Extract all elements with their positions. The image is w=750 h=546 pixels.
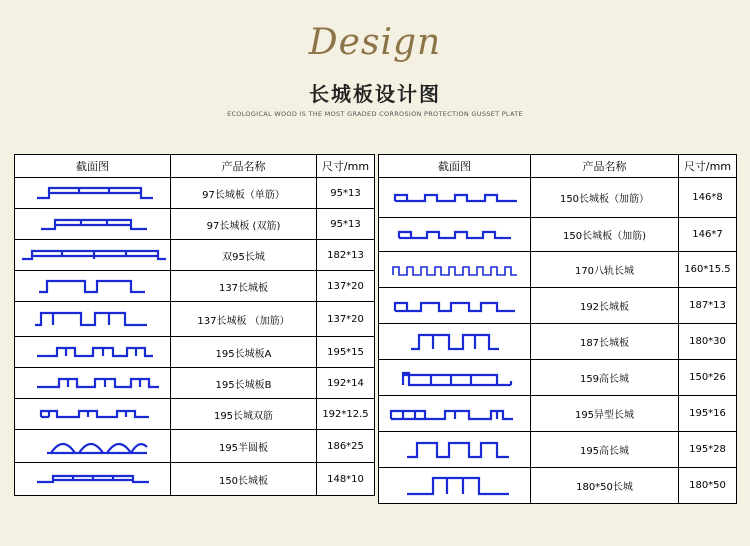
profile-double-95 xyxy=(15,240,171,271)
product-size: 195*16 xyxy=(679,396,737,432)
product-size: 148*10 xyxy=(317,463,375,496)
profile-159-high xyxy=(379,360,531,396)
table-row xyxy=(15,399,375,430)
profile-187 xyxy=(379,324,531,360)
product-name: 150长城板（加筋） xyxy=(531,178,679,218)
table-row xyxy=(379,324,737,360)
product-size: 195*15 xyxy=(317,337,375,368)
table-row xyxy=(15,178,375,209)
profile-180x50 xyxy=(379,468,531,504)
profile-195a xyxy=(15,337,171,368)
profile-195-arch xyxy=(15,430,171,463)
product-size: 187*13 xyxy=(679,288,737,324)
table-header-row xyxy=(15,155,375,178)
product-name: 195半圆板 xyxy=(171,430,317,463)
profile-192 xyxy=(379,288,531,324)
profile-195b xyxy=(15,368,171,399)
product-name: 195长城板A xyxy=(171,337,317,368)
table-row xyxy=(15,302,375,337)
product-size: 150*26 xyxy=(679,360,737,396)
table-row xyxy=(379,218,737,252)
table-row xyxy=(379,396,737,432)
table-row xyxy=(379,252,737,288)
product-name: 192长城板 xyxy=(531,288,679,324)
product-size: 160*15.5 xyxy=(679,252,737,288)
product-size: 146*7 xyxy=(679,218,737,252)
table-row xyxy=(15,271,375,302)
product-size: 137*20 xyxy=(317,271,375,302)
product-name: 159高长城 xyxy=(531,360,679,396)
product-size: 182*13 xyxy=(317,240,375,271)
table-row xyxy=(15,240,375,271)
profile-97-single xyxy=(15,178,171,209)
product-name: 195长城板B xyxy=(171,368,317,399)
product-name: 180*50长城 xyxy=(531,468,679,504)
left-spec-table xyxy=(14,154,375,496)
profile-150-ribbed-b xyxy=(379,218,531,252)
design-script-heading: Design xyxy=(308,22,442,63)
table-row xyxy=(379,288,737,324)
product-size: 95*13 xyxy=(317,178,375,209)
profile-170-rail xyxy=(379,252,531,288)
product-size: 137*20 xyxy=(317,302,375,337)
table-row xyxy=(15,337,375,368)
table-row xyxy=(379,360,737,396)
table-row xyxy=(15,463,375,496)
product-name: 97长城板（单筋） xyxy=(171,178,317,209)
product-size: 186*25 xyxy=(317,430,375,463)
profile-150 xyxy=(15,463,171,496)
product-name: 137长城板 （加筋） xyxy=(171,302,317,337)
product-size: 180*50 xyxy=(679,468,737,504)
product-name: 137长城板 xyxy=(171,271,317,302)
profile-195-special xyxy=(379,396,531,432)
product-size: 192*12.5 xyxy=(317,399,375,430)
header-section: 截面图 xyxy=(15,155,171,178)
product-name: 150长城板 xyxy=(171,463,317,496)
table-row xyxy=(15,430,375,463)
table-row xyxy=(379,468,737,504)
product-size: 146*8 xyxy=(679,178,737,218)
profile-97-double xyxy=(15,209,171,240)
table-row xyxy=(379,178,737,218)
table-row xyxy=(15,368,375,399)
product-size: 180*30 xyxy=(679,324,737,360)
product-name: 187长城板 xyxy=(531,324,679,360)
profile-150-ribbed-a xyxy=(379,178,531,218)
header-name: 产品名称 xyxy=(531,155,679,178)
product-name: 双95长城 xyxy=(171,240,317,271)
header-size: 尺寸/mm xyxy=(317,155,375,178)
product-name: 195长城双筋 xyxy=(171,399,317,430)
product-name: 170八轨长城 xyxy=(531,252,679,288)
product-name: 195高长城 xyxy=(531,432,679,468)
profile-195-high xyxy=(379,432,531,468)
page-subtitle: ECOLOGICAL WOOD IS THE MOST GRADED CORROSION PROTECTION GUSSET PLATE xyxy=(227,110,523,118)
table-row xyxy=(15,209,375,240)
table-row xyxy=(379,432,737,468)
header-section: 截面图 xyxy=(379,155,531,178)
profile-195-double xyxy=(15,399,171,430)
header-size: 尺寸/mm xyxy=(679,155,737,178)
page-title: 长城板设计图 xyxy=(309,82,441,106)
product-name: 150长城板（加筋) xyxy=(531,218,679,252)
product-size: 95*13 xyxy=(317,209,375,240)
product-size: 192*14 xyxy=(317,368,375,399)
right-spec-table xyxy=(378,154,737,504)
profile-137 xyxy=(15,271,171,302)
product-name: 195异型长城 xyxy=(531,396,679,432)
table-header-row xyxy=(379,155,737,178)
profile-137-ribbed xyxy=(15,302,171,337)
product-size: 195*28 xyxy=(679,432,737,468)
product-name: 97长城板 (双筋) xyxy=(171,209,317,240)
header-name: 产品名称 xyxy=(171,155,317,178)
